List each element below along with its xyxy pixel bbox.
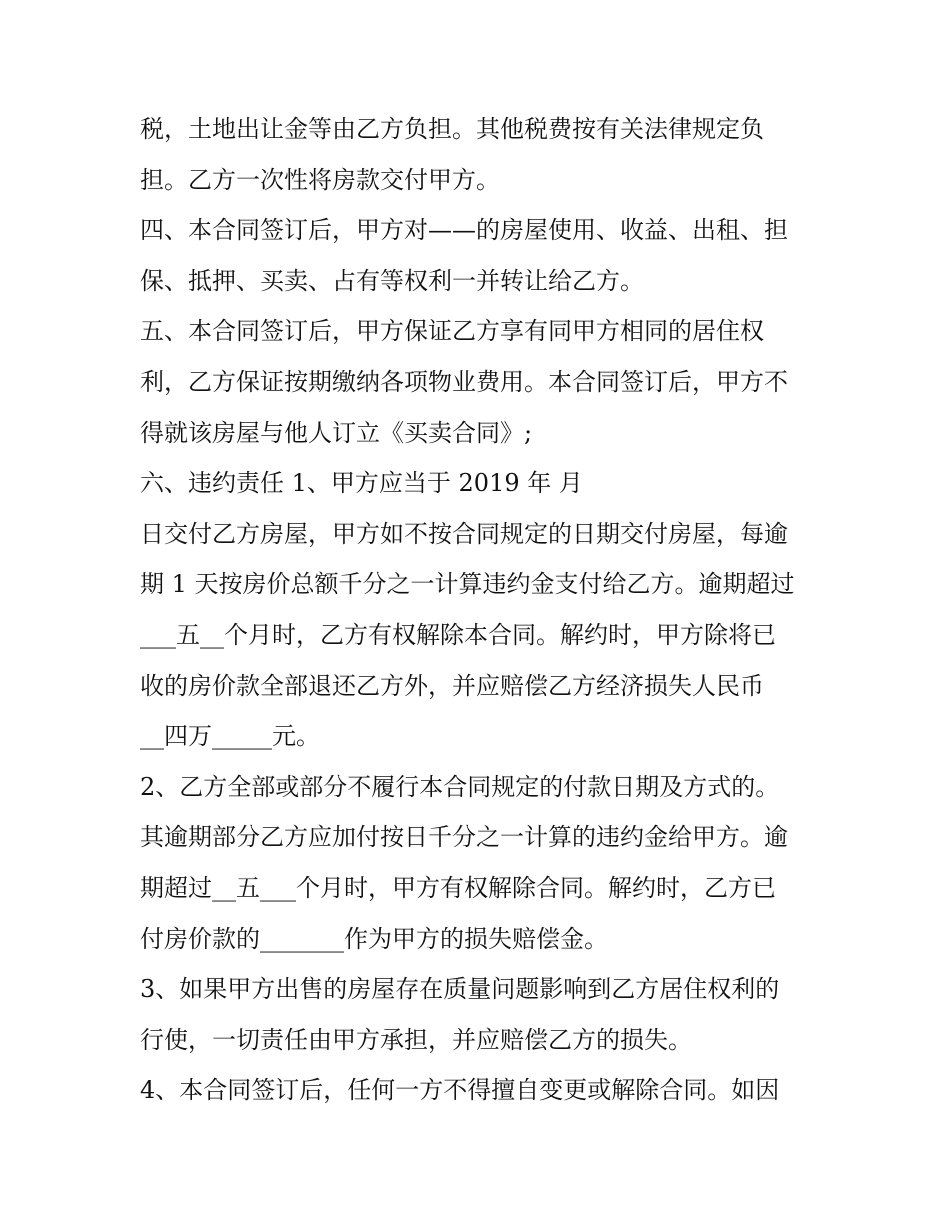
text-line: 税，土地出让金等由乙方负担。其他税费按有关法律规定负 (140, 115, 764, 143)
text-line: __四万_____元。 (140, 722, 320, 751)
text-line: 保、抵押、买卖、占有等权利一并转让给乙方。 (140, 266, 644, 295)
text-line: 行使，一切责任由甲方承担，并应赔偿乙方的损失。 (140, 1025, 692, 1054)
text-line: 四、本合同签订后，甲方对——的房屋使用、收益、出租、担 (140, 216, 788, 245)
text-line: 期 1 天按房价总额千分之一计算违约金支付给乙方。逾期超过 (140, 570, 795, 599)
text-line: 2、乙方全部或部分不履行本合同规定的付款日期及方式的。 (140, 772, 780, 801)
text-line: 期超过__五___个月时，甲方有权解除合同。解约时，乙方已 (140, 873, 776, 902)
text-line: 得就该房屋与他人订立《买卖合同》; (140, 418, 533, 447)
text-line: 担。乙方一次性将房款交付甲方。 (140, 165, 500, 194)
document-body (140, 104, 820, 1116)
text-line: 4、本合同签订后，任何一方不得擅自变更或解除合同。如因 (140, 1076, 780, 1105)
text-line: 付房价款的_______作为甲方的损失赔偿金。 (140, 924, 608, 953)
text-line: 3、如果甲方出售的房屋存在质量问题影响到乙方居住权利的 (140, 975, 780, 1004)
text-line: 日交付乙方房屋，甲方如不按合同规定的日期交付房屋，每逾 (140, 519, 788, 548)
text-line: 五、本合同签订后，甲方保证乙方享有同甲方相同的居住权 (140, 317, 764, 346)
text-line: 利，乙方保证按期缴纳各项物业费用。本合同签订后，甲方不 (140, 367, 788, 396)
text-line: ___五__个月时，乙方有权解除本合同。解约时，甲方除将已 (140, 620, 776, 649)
text-line: 收的房价款全部退还乙方外，并应赔偿乙方经济损失人民币 (140, 671, 764, 700)
text-line: 其逾期部分乙方应加付按日千分之一计算的违约金给甲方。逾 (140, 823, 788, 852)
text-line: 六、违约责任 1、甲方应当于 2019 年 月 (140, 469, 583, 498)
